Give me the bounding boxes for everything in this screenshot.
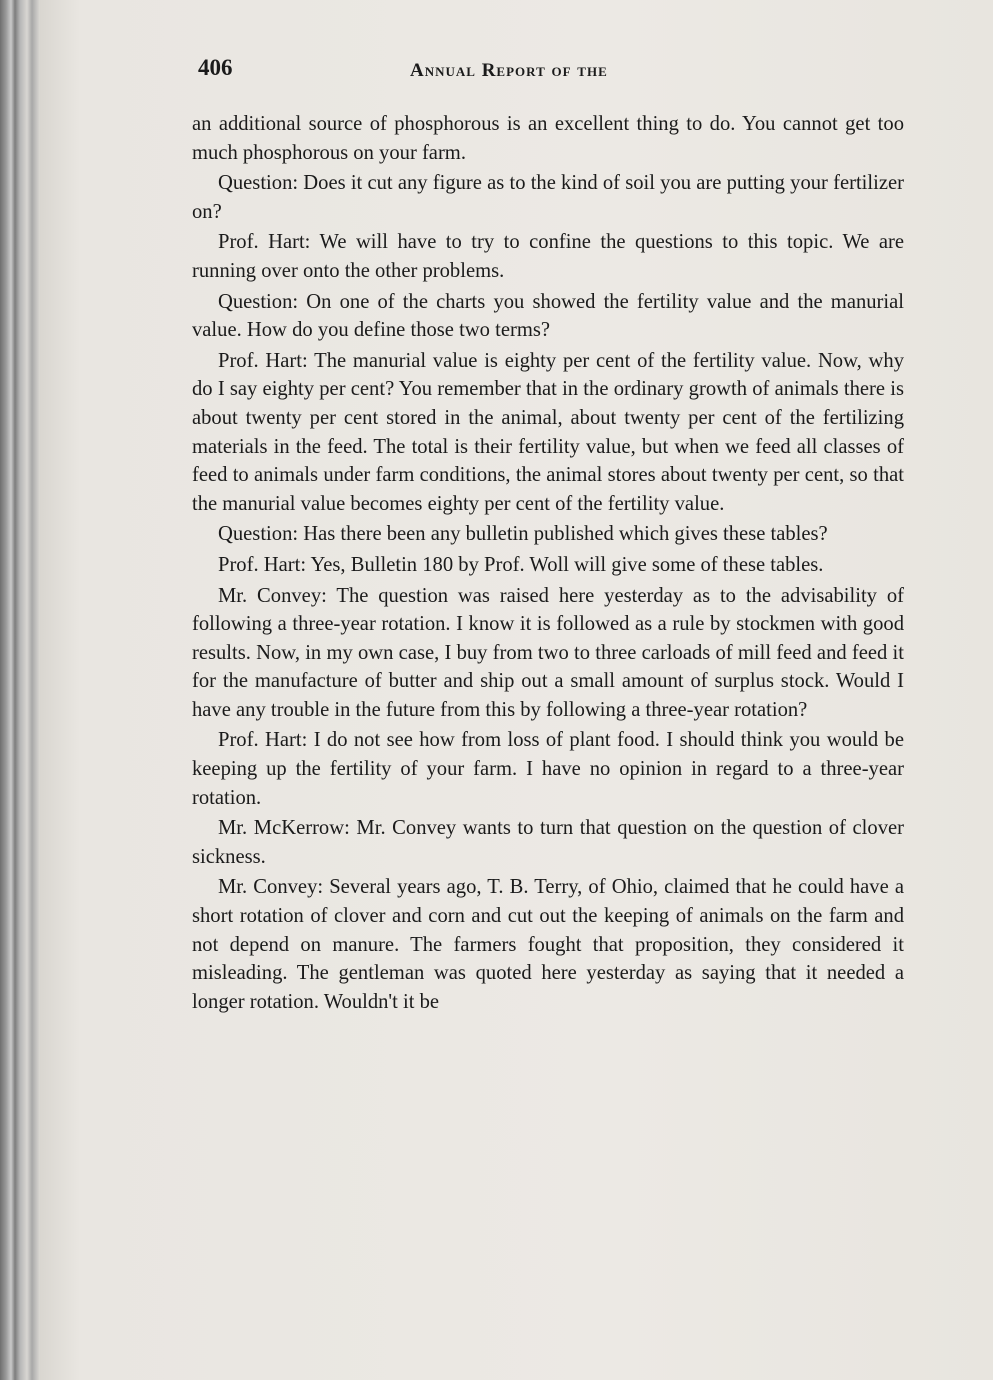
page-header: [198, 55, 918, 95]
paragraph: [192, 814, 904, 871]
running-title: Annual Report of the: [410, 60, 608, 81]
paragraph: [192, 582, 904, 725]
paragraph-text: I do not see how from loss of plant food. I should think you would be keeping up the fertility of your farm. I have no opinion in regard to a three-year rotation.: [192, 729, 904, 809]
speaker-label: Mr. McKerrow:: [218, 817, 350, 840]
speaker-label: Prof. Hart:: [218, 231, 311, 254]
book-binding-edge: [0, 0, 40, 1380]
paragraph-text: Yes, Bulletin 180 by Prof. Woll will give some of these tables.: [310, 553, 824, 576]
speaker-label: Mr. Convey:: [218, 876, 324, 899]
paragraph: [192, 551, 904, 580]
page-number: 406: [198, 55, 233, 80]
paragraph: [192, 169, 904, 226]
paragraph-text: On one of the charts you showed the fertility value and the manurial value. How do you define those two terms?: [192, 290, 904, 342]
speaker-label: Question:: [218, 290, 299, 313]
paragraph-text: Does it cut any figure as to the kind of soil you are putting your fertilizer on?: [192, 172, 904, 223]
paragraph-text: The manurial value is eighty per cent of the fertility value. Now, why do I say eighty per cent? You remember that in the ordinary growth of animals there is about twenty per cent stored in the animal, about twenty per cent of the fertilizing materials in the feed. The total is their fertility value, but when we feed all classes of feed to animals under farm conditions, the animal stores about twenty per cent, so that the manurial value becomes eighty per cent of the fertility value.: [192, 349, 905, 515]
paragraph-text: Mr. Convey wants to turn that question on the question of clover sickness.: [192, 817, 904, 868]
paragraph: [192, 110, 904, 167]
paragraph: [192, 228, 904, 285]
paragraph-text: Several years ago, T. B. Terry, of Ohio, claimed that he could have a short rotation of clover and corn and cut out the keeping of animals on the farm and not depend on manure. The farmers fought that proposition, they considered it misleading. The gentleman was quoted here yesterday as saying that it needed a longer rotation. Wouldn't it be: [192, 876, 904, 1013]
speaker-label: Prof. Hart:: [218, 349, 308, 372]
paragraph-text: The question was raised here yesterday as to the advisability of following a three-year rotation. I know it is followed as a rule by stockmen with good results. Now, in my own case, I buy from two to three carloads of mill feed and feed it for the manufacture of butter and ship out a small amount of surplus stock. Would I have any trouble in the future from this by following a three-year rotation?: [192, 584, 905, 721]
paragraph: [192, 520, 904, 549]
speaker-label: Question:: [218, 523, 299, 546]
body-text: [192, 110, 904, 1018]
speaker-label: Question:: [218, 172, 299, 195]
paragraph-text: We will have to try to confine the questions to this topic. We are running over onto the other problems.: [192, 231, 905, 282]
paragraph: [192, 726, 904, 812]
paragraph-text: an additional source of phosphorous is an excellent thing to do. You cannot get too much phosphorous on your farm.: [192, 113, 904, 164]
paragraph: [192, 288, 904, 345]
paragraph-text: Has there been any bulletin published which gives these tables?: [303, 523, 828, 546]
speaker-label: Prof. Hart:: [218, 553, 307, 576]
paragraph: [192, 347, 904, 519]
paragraph: [192, 873, 904, 1016]
speaker-label: Prof. Hart:: [218, 729, 308, 752]
speaker-label: Mr. Convey:: [218, 584, 327, 607]
